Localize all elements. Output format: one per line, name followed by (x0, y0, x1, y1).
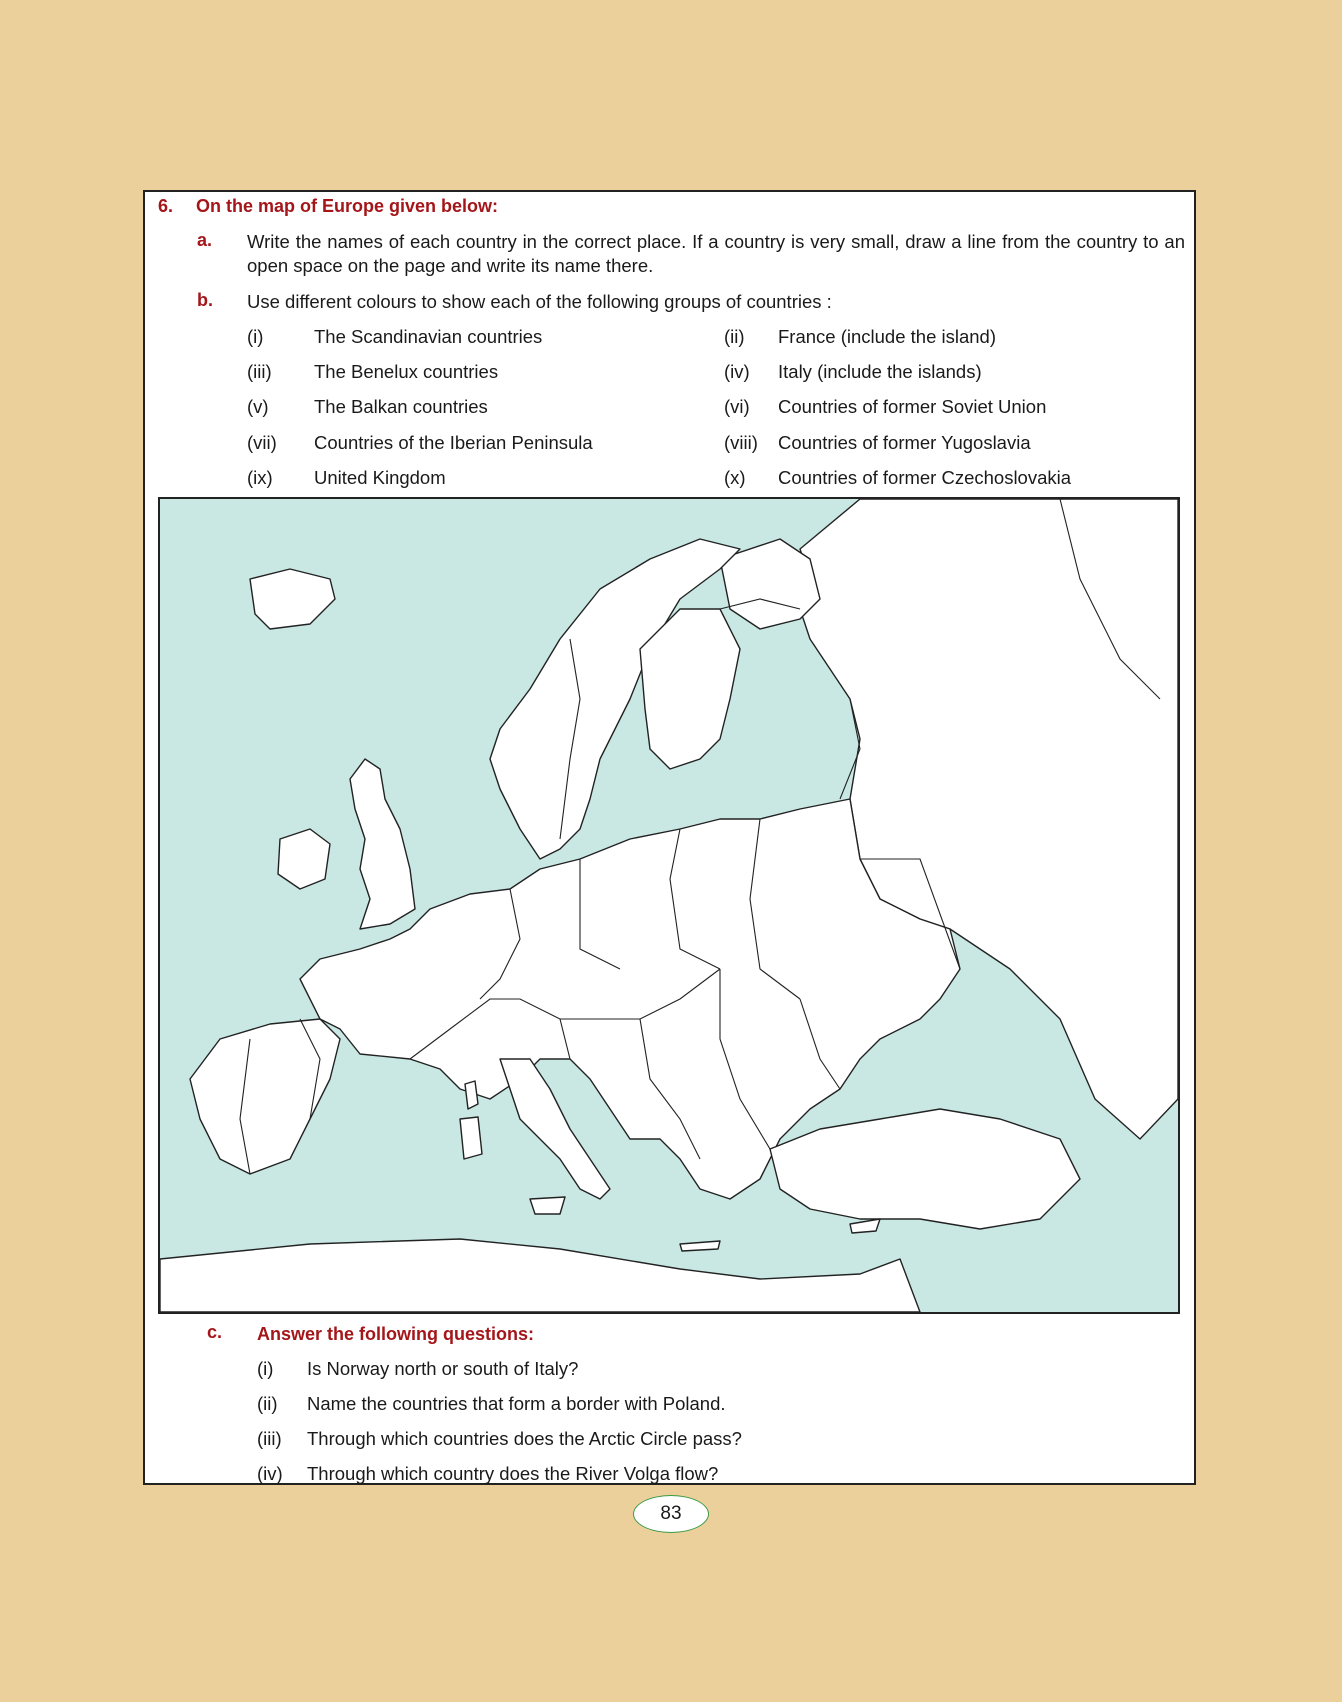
list-item-number: (ii) (724, 326, 745, 347)
europe-outline-map (158, 497, 1180, 1314)
ireland (278, 829, 330, 889)
corsica (465, 1081, 478, 1109)
iceland (250, 569, 335, 629)
anatolia (770, 1109, 1080, 1229)
list-item-text: France (include the island) (778, 326, 996, 347)
list-item-text: Name the countries that form a border with Poland. (307, 1393, 726, 1414)
question-title: On the map of Europe given below: (196, 196, 499, 216)
iberian-peninsula (190, 1019, 340, 1174)
part-c-title: Answer the following questions: (257, 1324, 535, 1344)
list-item-number: (v) (247, 396, 269, 417)
list-item-text: Italy (include the islands) (778, 361, 982, 382)
list-item-text: Countries of former Soviet Union (778, 396, 1047, 417)
list-item-number: (vii) (247, 432, 277, 453)
list-item-text: Countries of former Yugoslavia (778, 432, 1031, 453)
list-item-number: (i) (257, 1358, 274, 1379)
list-item-number: (iii) (257, 1428, 282, 1449)
part-b-text: Use different colours to show each of the following groups of countries : (247, 291, 832, 312)
list-item-number: (x) (724, 467, 746, 488)
north-africa (160, 1239, 920, 1312)
part-a-text: Write the names of each country in the correct place. If a country is very small, draw a line from the country to an open space on the page and write its name there. (247, 231, 1185, 276)
list-item-number: (iv) (724, 361, 750, 382)
europe-map-drawing (160, 499, 1178, 1312)
sardinia (460, 1117, 482, 1159)
list-item-text: Is Norway north or south of Italy? (307, 1358, 579, 1379)
part-b-label: b. (197, 290, 213, 310)
cyprus (850, 1219, 880, 1233)
crete (680, 1241, 720, 1251)
list-item-text: The Scandinavian countries (314, 326, 543, 347)
list-item-text: United Kingdom (314, 467, 446, 488)
sicily (530, 1197, 565, 1214)
list-item-text: Countries of former Czechoslovakia (778, 467, 1072, 488)
list-item-number: (iv) (257, 1463, 283, 1484)
list-item-text: Through which countries does the Arctic Circle pass? (307, 1428, 742, 1449)
list-item-text: The Balkan countries (314, 396, 488, 417)
question-heading (158, 196, 498, 217)
page-number: 83 (633, 1495, 709, 1533)
question-number: 6. (158, 196, 174, 216)
part-a-label: a. (197, 230, 213, 250)
list-item-text: Through which country does the River Volga flow? (307, 1463, 719, 1484)
exercise-box (143, 190, 1196, 1485)
list-item-number: (i) (247, 326, 264, 347)
list-item-number: (ix) (247, 467, 273, 488)
list-item-text: Countries of the Iberian Peninsula (314, 432, 593, 453)
part-c-label: c. (207, 1322, 223, 1342)
list-item-text: The Benelux countries (314, 361, 499, 382)
list-item-number: (viii) (724, 432, 758, 453)
great-britain (350, 759, 415, 929)
list-item-number: (ii) (257, 1393, 278, 1414)
list-item-number: (iii) (247, 361, 272, 382)
list-item-number: (vi) (724, 396, 750, 417)
